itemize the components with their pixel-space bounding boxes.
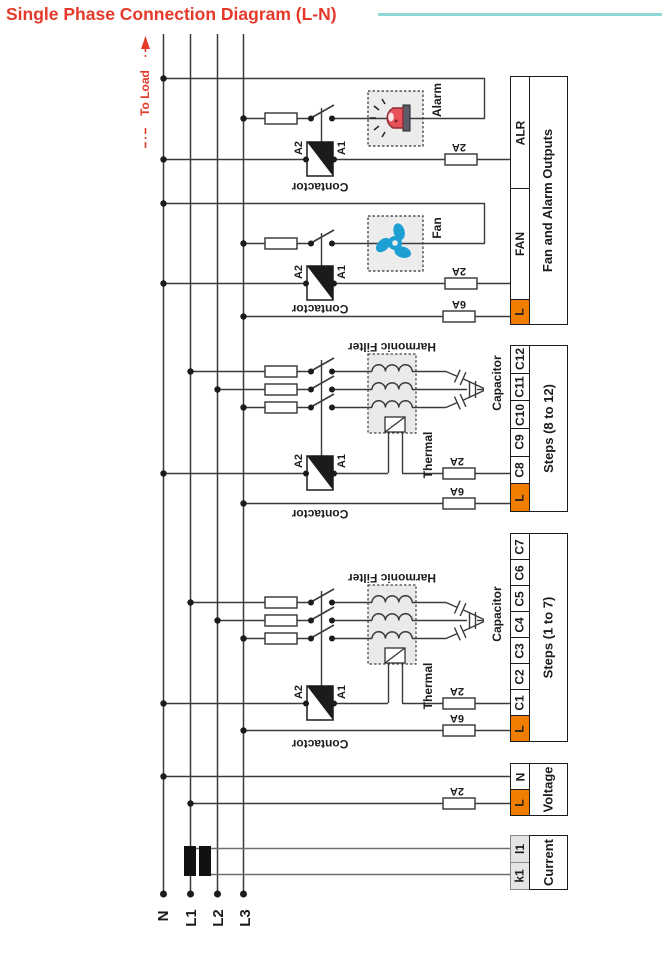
terminal-c11: C11 bbox=[511, 374, 529, 402]
steps1-contactor-coil bbox=[307, 686, 333, 720]
steps8-contactor-coil bbox=[307, 456, 333, 490]
voltage-terminal-block bbox=[510, 763, 530, 816]
voltage-2a-fuse bbox=[443, 798, 475, 809]
voltage-group-box: Voltage bbox=[529, 763, 568, 816]
terminal-current-k1: k1 bbox=[511, 863, 529, 889]
fan-alarm-terminal-block bbox=[510, 76, 530, 325]
terminal-alr: ALR bbox=[511, 77, 529, 189]
steps8-harmonic-filter-label: Harmonic Filter bbox=[347, 340, 437, 354]
terminal-voltage-n: N bbox=[511, 764, 529, 790]
arrow-head bbox=[141, 36, 150, 49]
steps1-2a-fuse bbox=[443, 698, 475, 709]
steps8-coil-a1-label: A1 bbox=[336, 453, 348, 469]
fan-2a-fuse-label: 2A bbox=[451, 265, 467, 277]
terminal-c8: C8 bbox=[511, 457, 529, 485]
steps1-capacitor-label: Capacitor bbox=[490, 586, 504, 642]
current-terminal-block bbox=[510, 835, 530, 890]
terminal-c2: C2 bbox=[511, 664, 529, 690]
steps1-coil-a2-label: A2 bbox=[293, 684, 305, 700]
steps1-2a-fuse-label: 2A bbox=[449, 685, 465, 697]
terminal-current-l1: l1 bbox=[511, 836, 529, 863]
terminal-c1: C1 bbox=[511, 690, 529, 716]
bus-l2-label: L2 bbox=[209, 909, 227, 927]
steps1-group-box: Steps (1 to 7) bbox=[529, 533, 568, 742]
bus-l3-label: L3 bbox=[236, 909, 254, 927]
supply-bus-lines bbox=[164, 34, 244, 894]
alarm-device-label: Alarm bbox=[430, 83, 444, 118]
alarm-contactor-coil bbox=[307, 142, 333, 176]
steps1-thermal-label: Thermal bbox=[421, 662, 435, 710]
bus-n-label: N bbox=[154, 910, 172, 922]
fan-contactor-coil bbox=[307, 266, 333, 300]
steps8-2a-fuse bbox=[443, 468, 475, 479]
current-transformer-symbol bbox=[184, 846, 211, 876]
terminal-voltage-l: L bbox=[511, 790, 529, 815]
terminal-fan-l: L bbox=[511, 300, 529, 324]
steps8-6a-fuse bbox=[443, 498, 475, 509]
terminal-c12: C12 bbox=[511, 346, 529, 374]
alr-2a-fuse bbox=[445, 154, 477, 165]
fan-6a-fuse bbox=[443, 311, 475, 322]
terminal-c9: C9 bbox=[511, 429, 529, 457]
fan-6a-fuse-label: 6A bbox=[451, 298, 467, 310]
terminal-c6: C6 bbox=[511, 560, 529, 586]
steps1-coil-a1-label: A1 bbox=[336, 684, 348, 700]
steps1-harmonic-filter-label: Harmonic Filter bbox=[347, 571, 437, 585]
current-group-box: Current bbox=[529, 835, 568, 890]
alarm-coil-a1-label: A1 bbox=[336, 140, 348, 156]
steps8-6a-fuse-label: 6A bbox=[449, 485, 465, 497]
voltage-2a-fuse-label: 2A bbox=[449, 785, 465, 797]
steps8-capacitor-label: Capacitor bbox=[490, 355, 504, 411]
steps8-terminal-block bbox=[510, 345, 530, 512]
steps1-6a-fuse-label: 6A bbox=[449, 712, 465, 724]
fan-coil-a2-label: A2 bbox=[293, 264, 305, 280]
steps8-coil-a2-label: A2 bbox=[293, 453, 305, 469]
terminal-c4: C4 bbox=[511, 612, 529, 638]
current-transformer-wires bbox=[190, 849, 510, 875]
steps1-contactor-label: Contactor bbox=[291, 737, 349, 751]
steps8-thermal-label: Thermal bbox=[421, 431, 435, 479]
steps8-group-box: Steps (8 to 12) bbox=[529, 345, 568, 512]
fan-contactor-label: Contactor bbox=[291, 302, 349, 316]
terminal-c10: C10 bbox=[511, 401, 529, 429]
terminal-c3: C3 bbox=[511, 638, 529, 664]
alarm-coil-a2-label: A2 bbox=[293, 140, 305, 156]
terminal-steps8-l: L bbox=[511, 484, 529, 511]
to-load-label: To Load bbox=[138, 70, 152, 116]
steps8-contactor-label: Contactor bbox=[291, 507, 349, 521]
terminal-c7: C7 bbox=[511, 534, 529, 560]
bus-l1-label: L1 bbox=[182, 909, 200, 927]
terminal-steps1-l: L bbox=[511, 716, 529, 741]
terminal-fan: FAN bbox=[511, 189, 529, 300]
fan-device-label: Fan bbox=[430, 217, 444, 239]
steps1-6a-fuse bbox=[443, 725, 475, 736]
steps8-2a-fuse-label: 2A bbox=[449, 455, 465, 467]
fan-alarm-group-box: Fan and Alarm Outputs bbox=[529, 76, 568, 325]
fan-coil-a1-label: A1 bbox=[336, 264, 348, 280]
terminal-c5: C5 bbox=[511, 586, 529, 612]
fan-2a-fuse bbox=[445, 278, 477, 289]
steps1-terminal-block bbox=[510, 533, 530, 742]
page-title: Single Phase Connection Diagram (L-N) bbox=[6, 4, 337, 24]
alarm-contactor-label: Contactor bbox=[291, 180, 349, 194]
alr-fuse-label: 2A bbox=[451, 141, 467, 153]
